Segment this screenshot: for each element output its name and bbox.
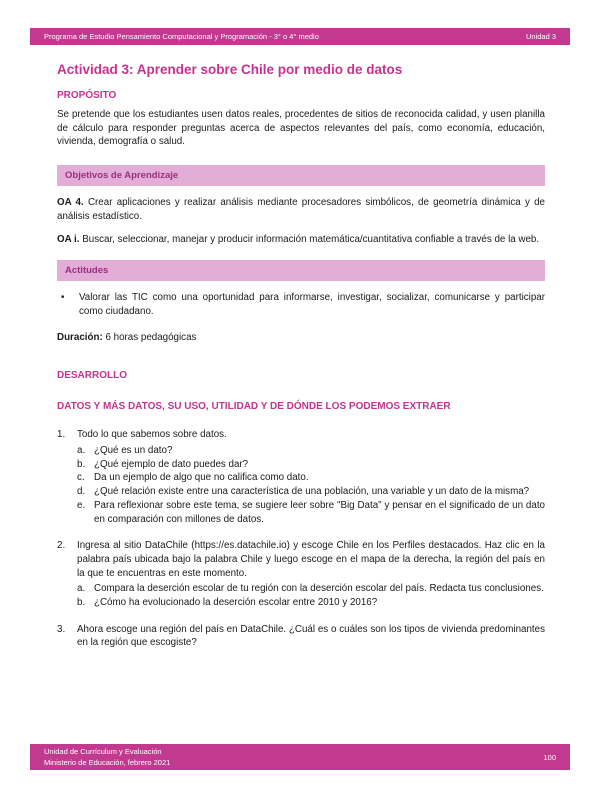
list-item <box>57 428 545 442</box>
footer-institution <box>44 746 170 769</box>
list-item <box>57 539 545 580</box>
item-number: 2. <box>57 540 66 552</box>
subitem-letter: b. <box>77 597 86 609</box>
duracion-line <box>57 331 545 345</box>
desarrollo-heading: DESARROLLO <box>57 370 127 382</box>
item-text: Todo lo que sabemos sobre datos. <box>77 429 227 441</box>
list-subitem <box>77 499 545 526</box>
item-number: 3. <box>57 623 66 635</box>
subitem-letter: e. <box>77 499 86 511</box>
oa-4-text: Crear aplicaciones y realizar análisis mediante procesadores simbólicos, de geometría dinámica y de análisis estadístico. <box>57 197 545 222</box>
oa-i-label: OA i. <box>57 233 80 245</box>
subitem-letter: a. <box>77 445 86 457</box>
list-subitem <box>77 444 545 458</box>
subitem-text: ¿Qué relación existe entre una característica de una población, una variable y un dato de la misma? <box>94 486 530 498</box>
proposito-heading: PROPÓSITO <box>57 90 117 101</box>
list-subitem <box>77 485 545 499</box>
page-header-bar <box>30 28 570 45</box>
datos-subheading: DATOS Y MÁS DATOS, SU USO, UTILIDAD Y DE DÓNDE LOS PODEMOS EXTRAER <box>57 401 451 413</box>
subitem-letter: c. <box>77 472 85 484</box>
subitem-text: ¿Qué es un dato? <box>94 445 173 457</box>
list-subitem <box>77 471 545 485</box>
actitudes-banner-label: Actitudes <box>65 265 109 277</box>
actitudes-banner <box>57 260 545 281</box>
footer-line-2: Ministerio de Educación, febrero 2021 <box>44 758 171 767</box>
page-footer-bar <box>30 744 570 770</box>
actitud-bullet-text: • Valorar las TIC como una oportunidad para informarse, investigar, socializar, comunicarse y participar como ciudadano. <box>79 292 545 317</box>
objetivos-banner-label: Objetivos de Aprendizaje <box>65 170 179 182</box>
subitem-letter: a. <box>77 583 86 595</box>
oa-4-label: OA 4. <box>57 197 84 209</box>
numbered-item-3 <box>57 623 545 650</box>
subitem-text: Compara la deserción escolar de tu región con la deserción escolar del país. Redacta tus conclusiones. <box>94 583 544 595</box>
subitem-text: Da un ejemplo de algo que no califica como dato. <box>94 472 309 484</box>
subitem-text: ¿Cómo ha evolucionado la deserción escolar entre 2010 y 2016? <box>94 597 378 609</box>
subitem-letter: d. <box>77 486 86 498</box>
item-number: 1. <box>57 429 66 441</box>
header-unit-label: Unidad 3 <box>525 32 556 41</box>
oa-item-4 <box>57 196 545 223</box>
objetivos-banner <box>57 165 545 186</box>
numbered-item-1 <box>57 428 545 526</box>
item-text: Ahora escoge una región del país en DataChile. ¿Cuál es o cuáles son los tipos de vivienda predominantes en la región que escogiste? <box>77 623 545 649</box>
oa-item-i <box>57 233 545 247</box>
numbered-item-2 <box>57 539 545 610</box>
subitem-letter: b. <box>77 458 86 470</box>
duracion-label: Duración: <box>57 331 103 343</box>
actitud-bullet-item <box>57 291 545 318</box>
document-content <box>57 62 545 663</box>
page-number: 100 <box>543 752 556 762</box>
proposito-body: Se pretende que los estudiantes usen datos reales, procedentes de sitios de reconocida calidad, y usen planilla de cálculo para responder preguntas acerca de aspectos relevantes del país, como economía, educación, vivienda, demografía o salud. <box>57 109 545 148</box>
footer-line-1: Unidad de Currículum y Evaluación <box>44 746 162 756</box>
duracion-text: 6 horas pedagógicas <box>105 331 197 343</box>
subitem-text: ¿Qué ejemplo de dato puedes dar? <box>94 458 249 470</box>
oa-i-text: Buscar, seleccionar, manejar y producir información matemática/cuantitativa confiable a través de la web. <box>82 233 540 245</box>
list-item <box>57 623 545 650</box>
activity-title: Actividad 3: Aprender sobre Chile por medio de datos <box>57 62 403 77</box>
item-text: Ingresa al sitio DataChile (https://es.datachile.io) y escoge Chile en los Perfiles destacados. Haz clic en la palabra país ubicada bajo la palabra Chile y luego escoge en el mapa de la derecha, la región del país en la que te encuentras en este momento. <box>77 540 545 579</box>
list-subitem <box>77 458 545 472</box>
list-subitem <box>77 582 545 596</box>
list-subitem <box>77 596 545 610</box>
header-program-title: Programa de Estudio Pensamiento Computacional y Programación - 3° o 4° medio <box>44 32 319 41</box>
subitem-text: Para reflexionar sobre este tema, se sugiere leer sobre "Big Data" y pensar en el significado de un dato en comparación con millones de datos. <box>94 499 545 525</box>
actitudes-list <box>57 291 545 318</box>
